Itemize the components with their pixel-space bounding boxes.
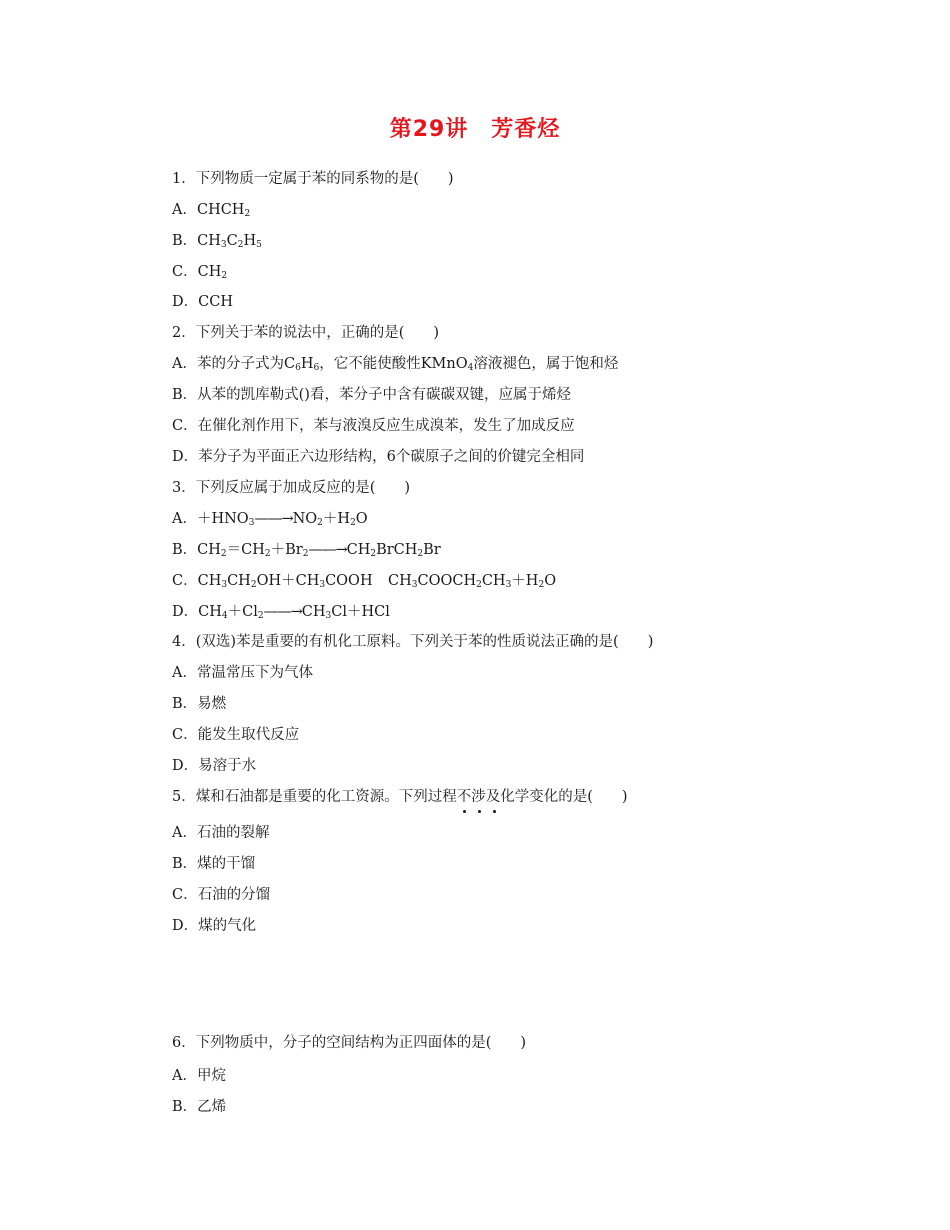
question-2-option-c: C．在催化剂作用下，苯与液溴反应生成溴苯，发生了加成反应 (172, 418, 575, 434)
question-4-option-c: C．能发生取代反应 (172, 727, 300, 743)
question-1-option-a: A．$CHCH_2$ (172, 202, 251, 219)
question-1-stem: 1．下列物质一定属于苯的同系物的是( ) (172, 171, 454, 187)
question-2-option-d: D．苯分子为平面正六边形结构，6个碳原子之间的价键完全相同 (172, 449, 585, 465)
question-4-stem: 4．(双选)苯是重要的有机化工原料。下列关于苯的性质说法正确的是( ) (172, 634, 654, 650)
emphasis-text: 不涉及 (457, 789, 501, 805)
emphasis-dot (463, 810, 466, 813)
question-2-stem: 2．下列关于苯的说法中，正确的是( ) (172, 325, 440, 341)
question-6-stem: 6．下列物质中，分子的空间结构为正四面体的是( ) (172, 1035, 527, 1051)
question-1-option-b: B．$CH_3C_2H_5$ (172, 233, 262, 250)
question-5-option-d: D．煤的气化 (172, 918, 257, 934)
question-6-option-b: B．乙烯 (172, 1099, 227, 1115)
question-5-stem: 5．煤和石油都是重要的化工资源。下列过程不涉及 化学变化的是( ) (172, 787, 628, 807)
question-5-option-a: A．石油的裂解 (172, 825, 270, 841)
question-4-option-d: D．易溶于水 (172, 758, 257, 774)
question-1-option-c: C．$CH_2$ (172, 264, 228, 281)
reaction-arrow: ——→ (308, 542, 347, 558)
reaction-arrow: ——→ (254, 511, 293, 527)
question-2-option-a: A．苯的分子式为$C_6H_6$，它不能使酸性KMnO$_4$溶液褪色，属于饱和烃 (172, 356, 619, 373)
question-3-option-c-reactants: C．$CH_3CH_2OH+CH_3COOH$ (172, 573, 373, 590)
question-3-option-b: B．$CH_2=CH_2+Br_2——\to CH_2BrCH_2Br$ (172, 542, 441, 559)
question-3-option-c-products: $CH_3COOCH_2CH_3+H_2O$ (388, 573, 557, 590)
question-4-option-a: A．常温常压下为气体 (172, 665, 313, 681)
question-5-option-b: B．煤的干馏 (172, 856, 256, 872)
question-2-option-b: B．从苯的凯库勒式()看，苯分子中含有碳碳双键，应属于烯烃 (172, 387, 571, 403)
question-3-option-a: A．$+HNO_3——\to NO_2+H_2O$ (172, 511, 368, 528)
emphasis-dot (493, 810, 496, 813)
reaction-arrow: ——→ (263, 604, 302, 620)
question-3-stem: 3．下列反应属于加成反应的是( ) (172, 480, 411, 496)
page-title: 第29讲 芳香烃 (389, 117, 561, 142)
emphasis-dot (478, 810, 481, 813)
question-3-option-d: D．$CH_4+Cl_2——\to CH_3Cl+HCl$ (172, 604, 390, 621)
question-6-option-a: A．甲烷 (172, 1068, 226, 1084)
question-1-option-d: D．CCH (172, 294, 233, 310)
question-5-option-c: C．石油的分馏 (172, 887, 271, 903)
question-4-option-b: B．易燃 (172, 696, 227, 712)
